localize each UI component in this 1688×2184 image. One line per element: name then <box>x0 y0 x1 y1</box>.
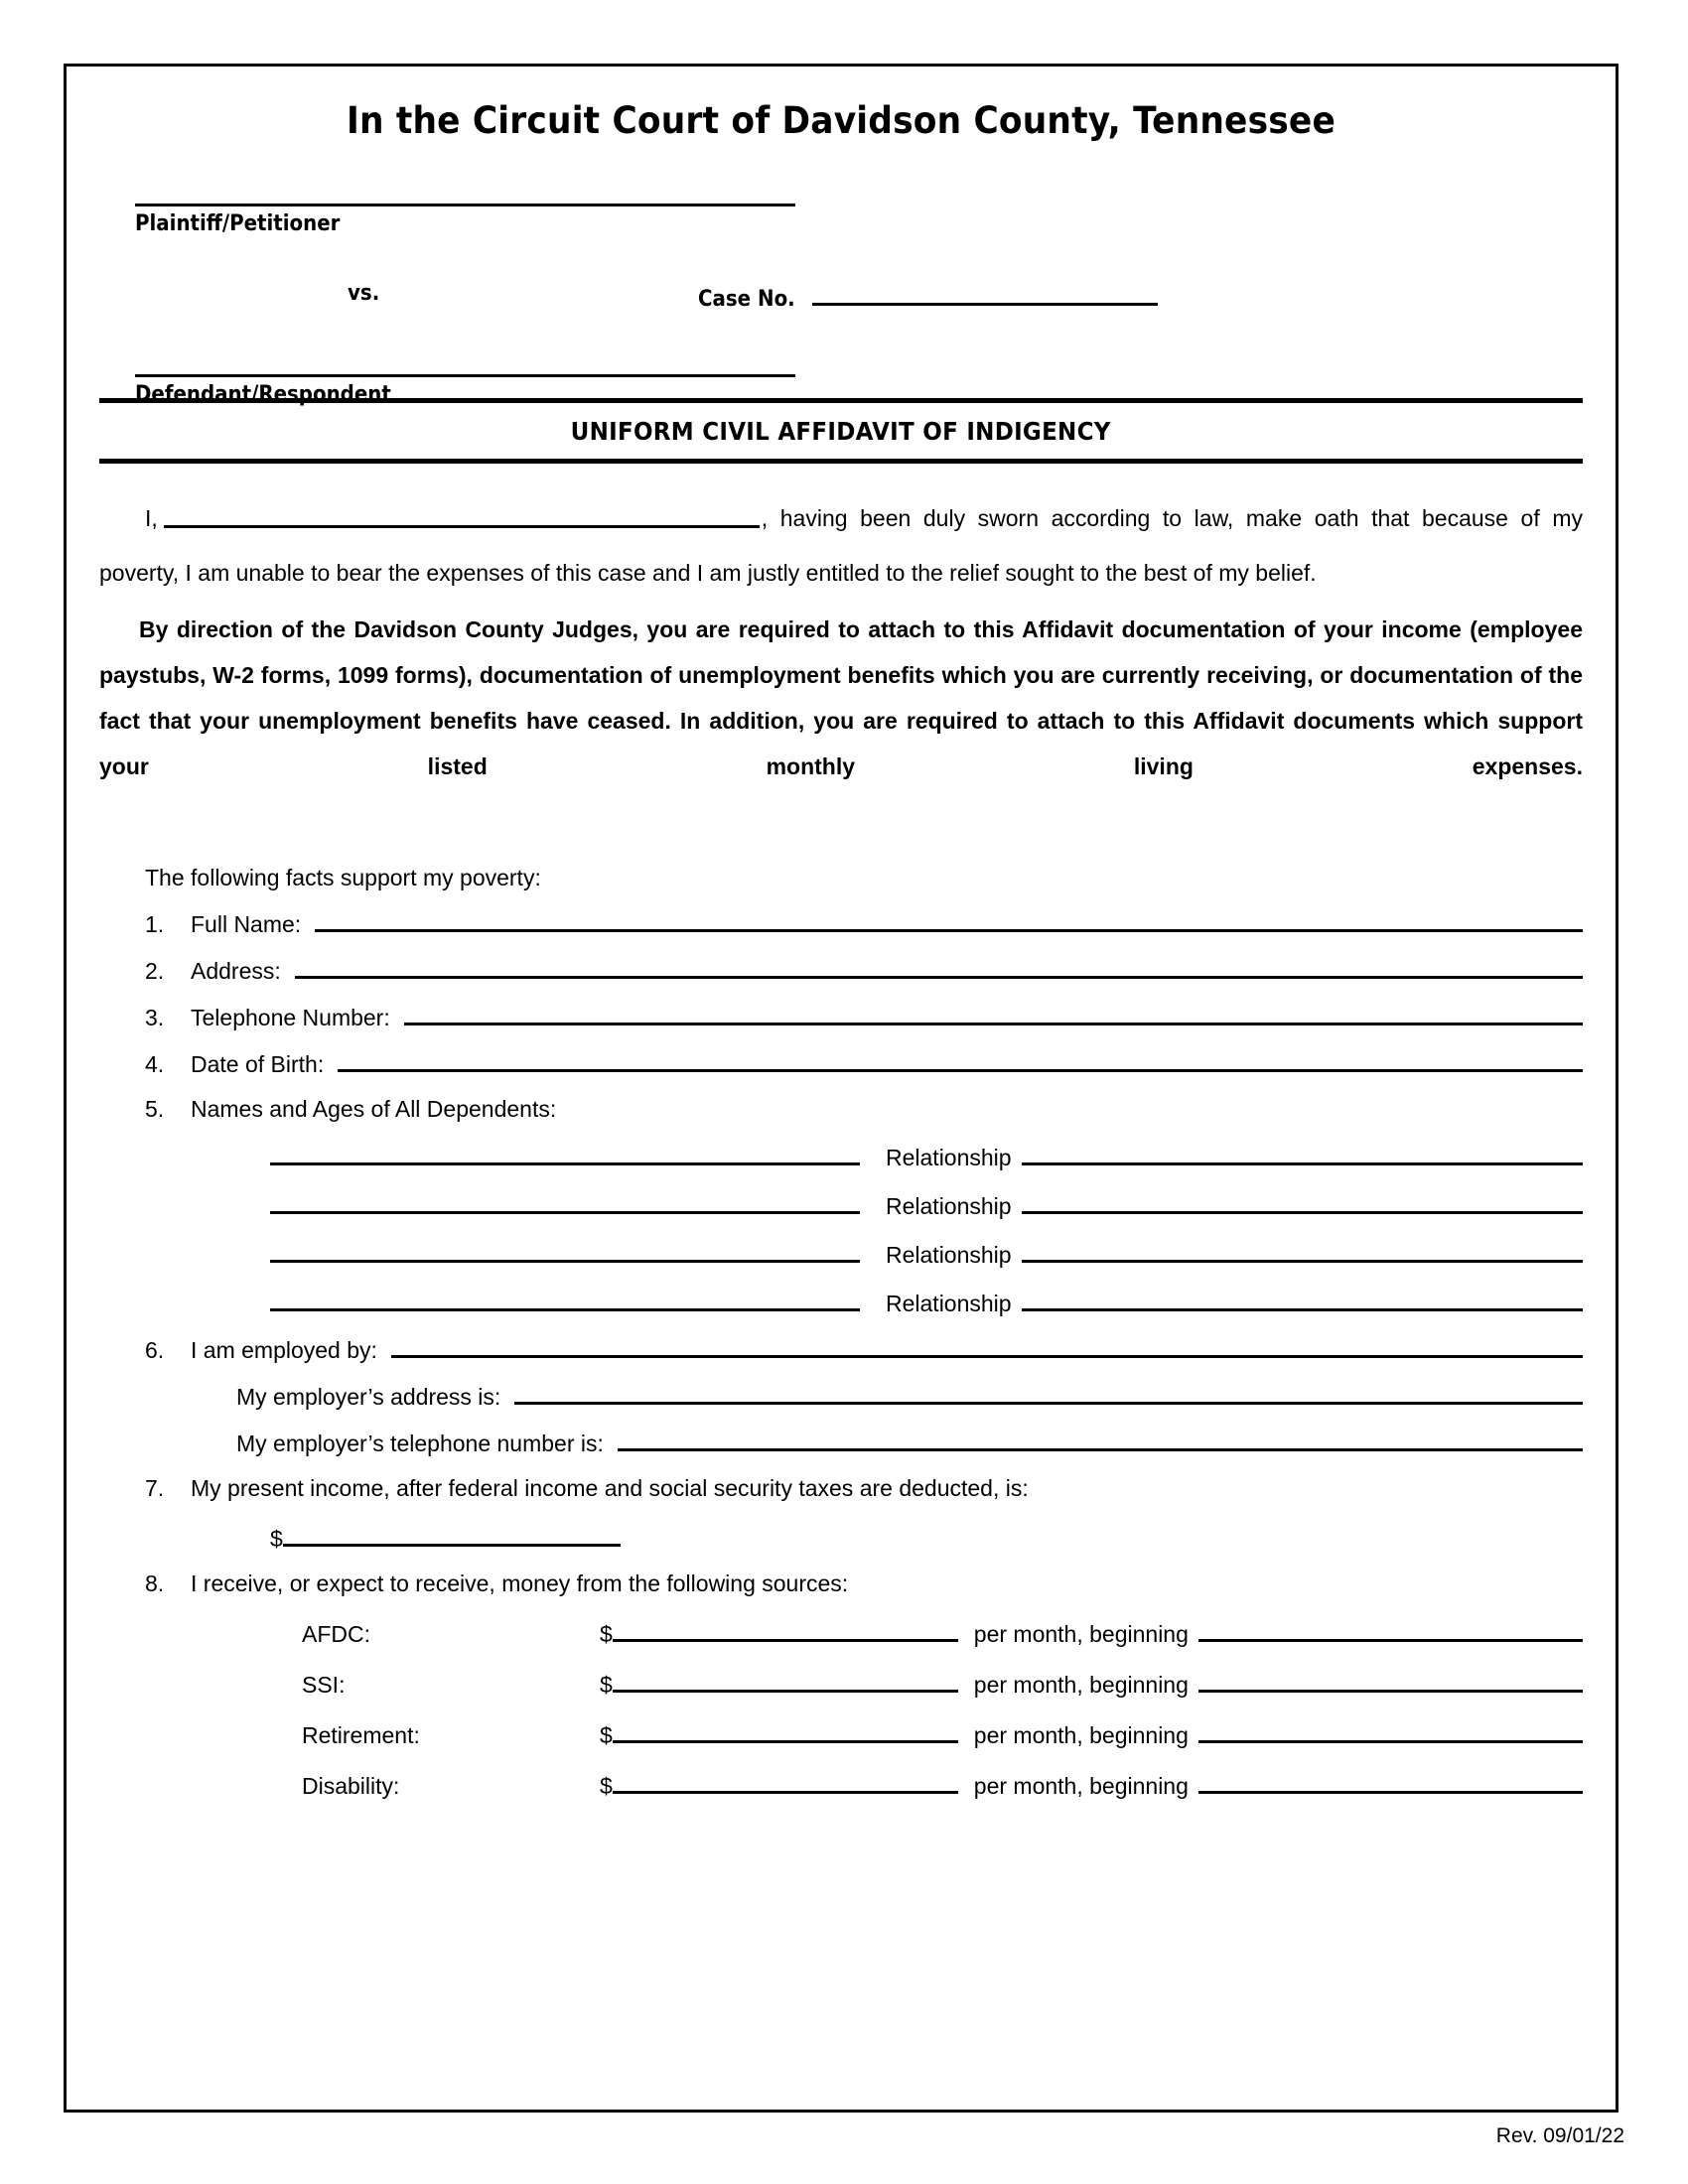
ssi-amount-field[interactable] <box>613 1670 958 1693</box>
plaintiff-label: Plaintiff/Petitioner <box>135 211 341 236</box>
defendant-name-field[interactable] <box>135 374 795 377</box>
facts-intro: The following facts support my poverty: <box>145 865 541 890</box>
item-label: Telephone Number: <box>191 1005 390 1030</box>
caption-block <box>99 204 1583 407</box>
ssi-beginning-field[interactable] <box>1198 1670 1583 1693</box>
afdc-beginning-field[interactable] <box>1198 1619 1583 1642</box>
telephone-field[interactable] <box>404 1003 1583 1025</box>
item-label: Names and Ages of All Dependents: <box>191 1096 557 1122</box>
source-label: Retirement: <box>302 1722 420 1748</box>
relationship-label: Relationship <box>886 1291 1012 1316</box>
case-number-field[interactable] <box>812 281 1158 306</box>
relationship-label: Relationship <box>886 1242 1012 1268</box>
dollar-sign-icon: $ <box>600 1722 613 1748</box>
item-label: I receive, or expect to receive, money from the following sources: <box>191 1570 849 1596</box>
item-dependents <box>99 1096 1583 1123</box>
item-date-of-birth <box>99 1049 1583 1078</box>
source-row-disability <box>99 1771 1583 1800</box>
per-month-label: per month, beginning <box>973 1773 1189 1799</box>
item-income-sources <box>99 1570 1583 1597</box>
oath-paragraph <box>99 491 1583 601</box>
dependents-list <box>99 1143 1583 1317</box>
form-title-banner <box>99 398 1583 464</box>
item-present-income <box>99 1475 1583 1502</box>
per-month-label: per month, beginning <box>973 1672 1189 1698</box>
relationship-label: Relationship <box>886 1145 1012 1170</box>
source-label: SSI: <box>302 1672 346 1698</box>
employer-phone-row <box>99 1429 1583 1457</box>
employer-phone-label: My employer’s telephone number is: <box>236 1431 604 1456</box>
address-field[interactable] <box>295 956 1583 979</box>
dependent-name-field[interactable] <box>270 1191 860 1214</box>
court-title: In the Circuit Court of Davidson County, Tennessee <box>347 99 1336 142</box>
item-number: 2. <box>145 958 165 984</box>
defendant-label: Defendant/Respondent <box>135 382 391 407</box>
item-number: 1. <box>145 911 165 937</box>
item-employer <box>99 1335 1583 1364</box>
employer-phone-field[interactable] <box>618 1429 1583 1451</box>
dependent-row <box>99 1240 1583 1269</box>
afdc-amount-field[interactable] <box>613 1619 958 1642</box>
present-income-amount-row <box>99 1524 1583 1553</box>
dollar-sign-icon: $ <box>600 1672 613 1698</box>
date-of-birth-field[interactable] <box>338 1049 1583 1072</box>
item-number: 6. <box>145 1337 165 1363</box>
dependent-relationship-field[interactable] <box>1022 1289 1583 1311</box>
versus-label: vs. <box>348 281 380 306</box>
item-number: 3. <box>145 1005 165 1030</box>
item-full-name <box>99 909 1583 938</box>
judges-direction-paragraph <box>99 607 1583 835</box>
employer-name-field[interactable] <box>391 1335 1583 1358</box>
dependent-row <box>99 1143 1583 1171</box>
income-sources-list <box>99 1619 1583 1800</box>
dependent-name-field[interactable] <box>270 1143 860 1165</box>
document-content <box>64 64 1618 2113</box>
item-label: I am employed by: <box>191 1337 377 1363</box>
relationship-label: Relationship <box>886 1193 1012 1219</box>
retirement-amount-field[interactable] <box>613 1720 958 1743</box>
disability-beginning-field[interactable] <box>1198 1771 1583 1794</box>
item-label: My present income, after federal income and social security taxes are deducted, is: <box>191 1475 1029 1501</box>
employer-address-label: My employer’s address is: <box>236 1384 501 1410</box>
dependent-relationship-field[interactable] <box>1022 1143 1583 1165</box>
dependent-name-field[interactable] <box>270 1289 860 1311</box>
present-income-field[interactable] <box>283 1524 621 1547</box>
affiant-name-field[interactable] <box>164 503 760 528</box>
form-title: UNIFORM CIVIL AFFIDAVIT OF INDIGENCY <box>570 417 1112 446</box>
disability-amount-field[interactable] <box>613 1771 958 1794</box>
dollar-sign-icon: $ <box>600 1773 613 1799</box>
numbered-items <box>99 909 1583 1800</box>
dependent-relationship-field[interactable] <box>1022 1240 1583 1263</box>
judges-direction-text: By direction of the Davidson County Judges, you are required to attach to this Affidavit documentation of your income (employee paystubs, W-2 forms, 1099 forms), documentation of unemployment benefits which you are currently receiving, or documentation of the fact that your unemployment benefits have ceased. In addition, you are required to attach to this Affidavit documents which support your listed monthly living expenses. <box>99 616 1583 779</box>
source-label: AFDC: <box>302 1621 370 1647</box>
employer-address-field[interactable] <box>514 1382 1583 1405</box>
source-row-retirement <box>99 1720 1583 1749</box>
item-label: Full Name: <box>191 911 302 937</box>
employer-address-row <box>99 1382 1583 1411</box>
item-address <box>99 956 1583 985</box>
case-number-label: Case No. <box>698 287 795 312</box>
plaintiff-name-field[interactable] <box>135 204 795 206</box>
item-number: 8. <box>145 1570 165 1596</box>
revision-stamp: Rev. 09/01/22 <box>1495 2124 1624 2147</box>
source-row-ssi <box>99 1670 1583 1699</box>
dependent-row <box>99 1191 1583 1220</box>
dollar-sign-icon: $ <box>270 1526 283 1552</box>
dependent-name-field[interactable] <box>270 1240 860 1263</box>
dollar-sign-icon: $ <box>600 1621 613 1647</box>
item-number: 7. <box>145 1475 165 1501</box>
source-label: Disability: <box>302 1773 400 1799</box>
source-row-afdc <box>99 1619 1583 1648</box>
item-label: Address: <box>191 958 281 984</box>
item-telephone <box>99 1003 1583 1031</box>
item-number: 5. <box>145 1096 165 1122</box>
oath-lead-in: I, <box>145 505 158 531</box>
per-month-label: per month, beginning <box>973 1722 1189 1748</box>
per-month-label: per month, beginning <box>973 1621 1189 1647</box>
item-number: 4. <box>145 1051 165 1077</box>
retirement-beginning-field[interactable] <box>1198 1720 1583 1743</box>
item-label: Date of Birth: <box>191 1051 325 1077</box>
dependent-row <box>99 1289 1583 1317</box>
case-number-group <box>698 281 1158 312</box>
full-name-field[interactable] <box>315 909 1583 932</box>
oath-text: , having been duly sworn according to law, make oath that because of my poverty, I am unable to bear the expenses of this case and I am justly entitled to the relief sought to the best of my belief. <box>99 505 1583 586</box>
dependent-relationship-field[interactable] <box>1022 1191 1583 1214</box>
